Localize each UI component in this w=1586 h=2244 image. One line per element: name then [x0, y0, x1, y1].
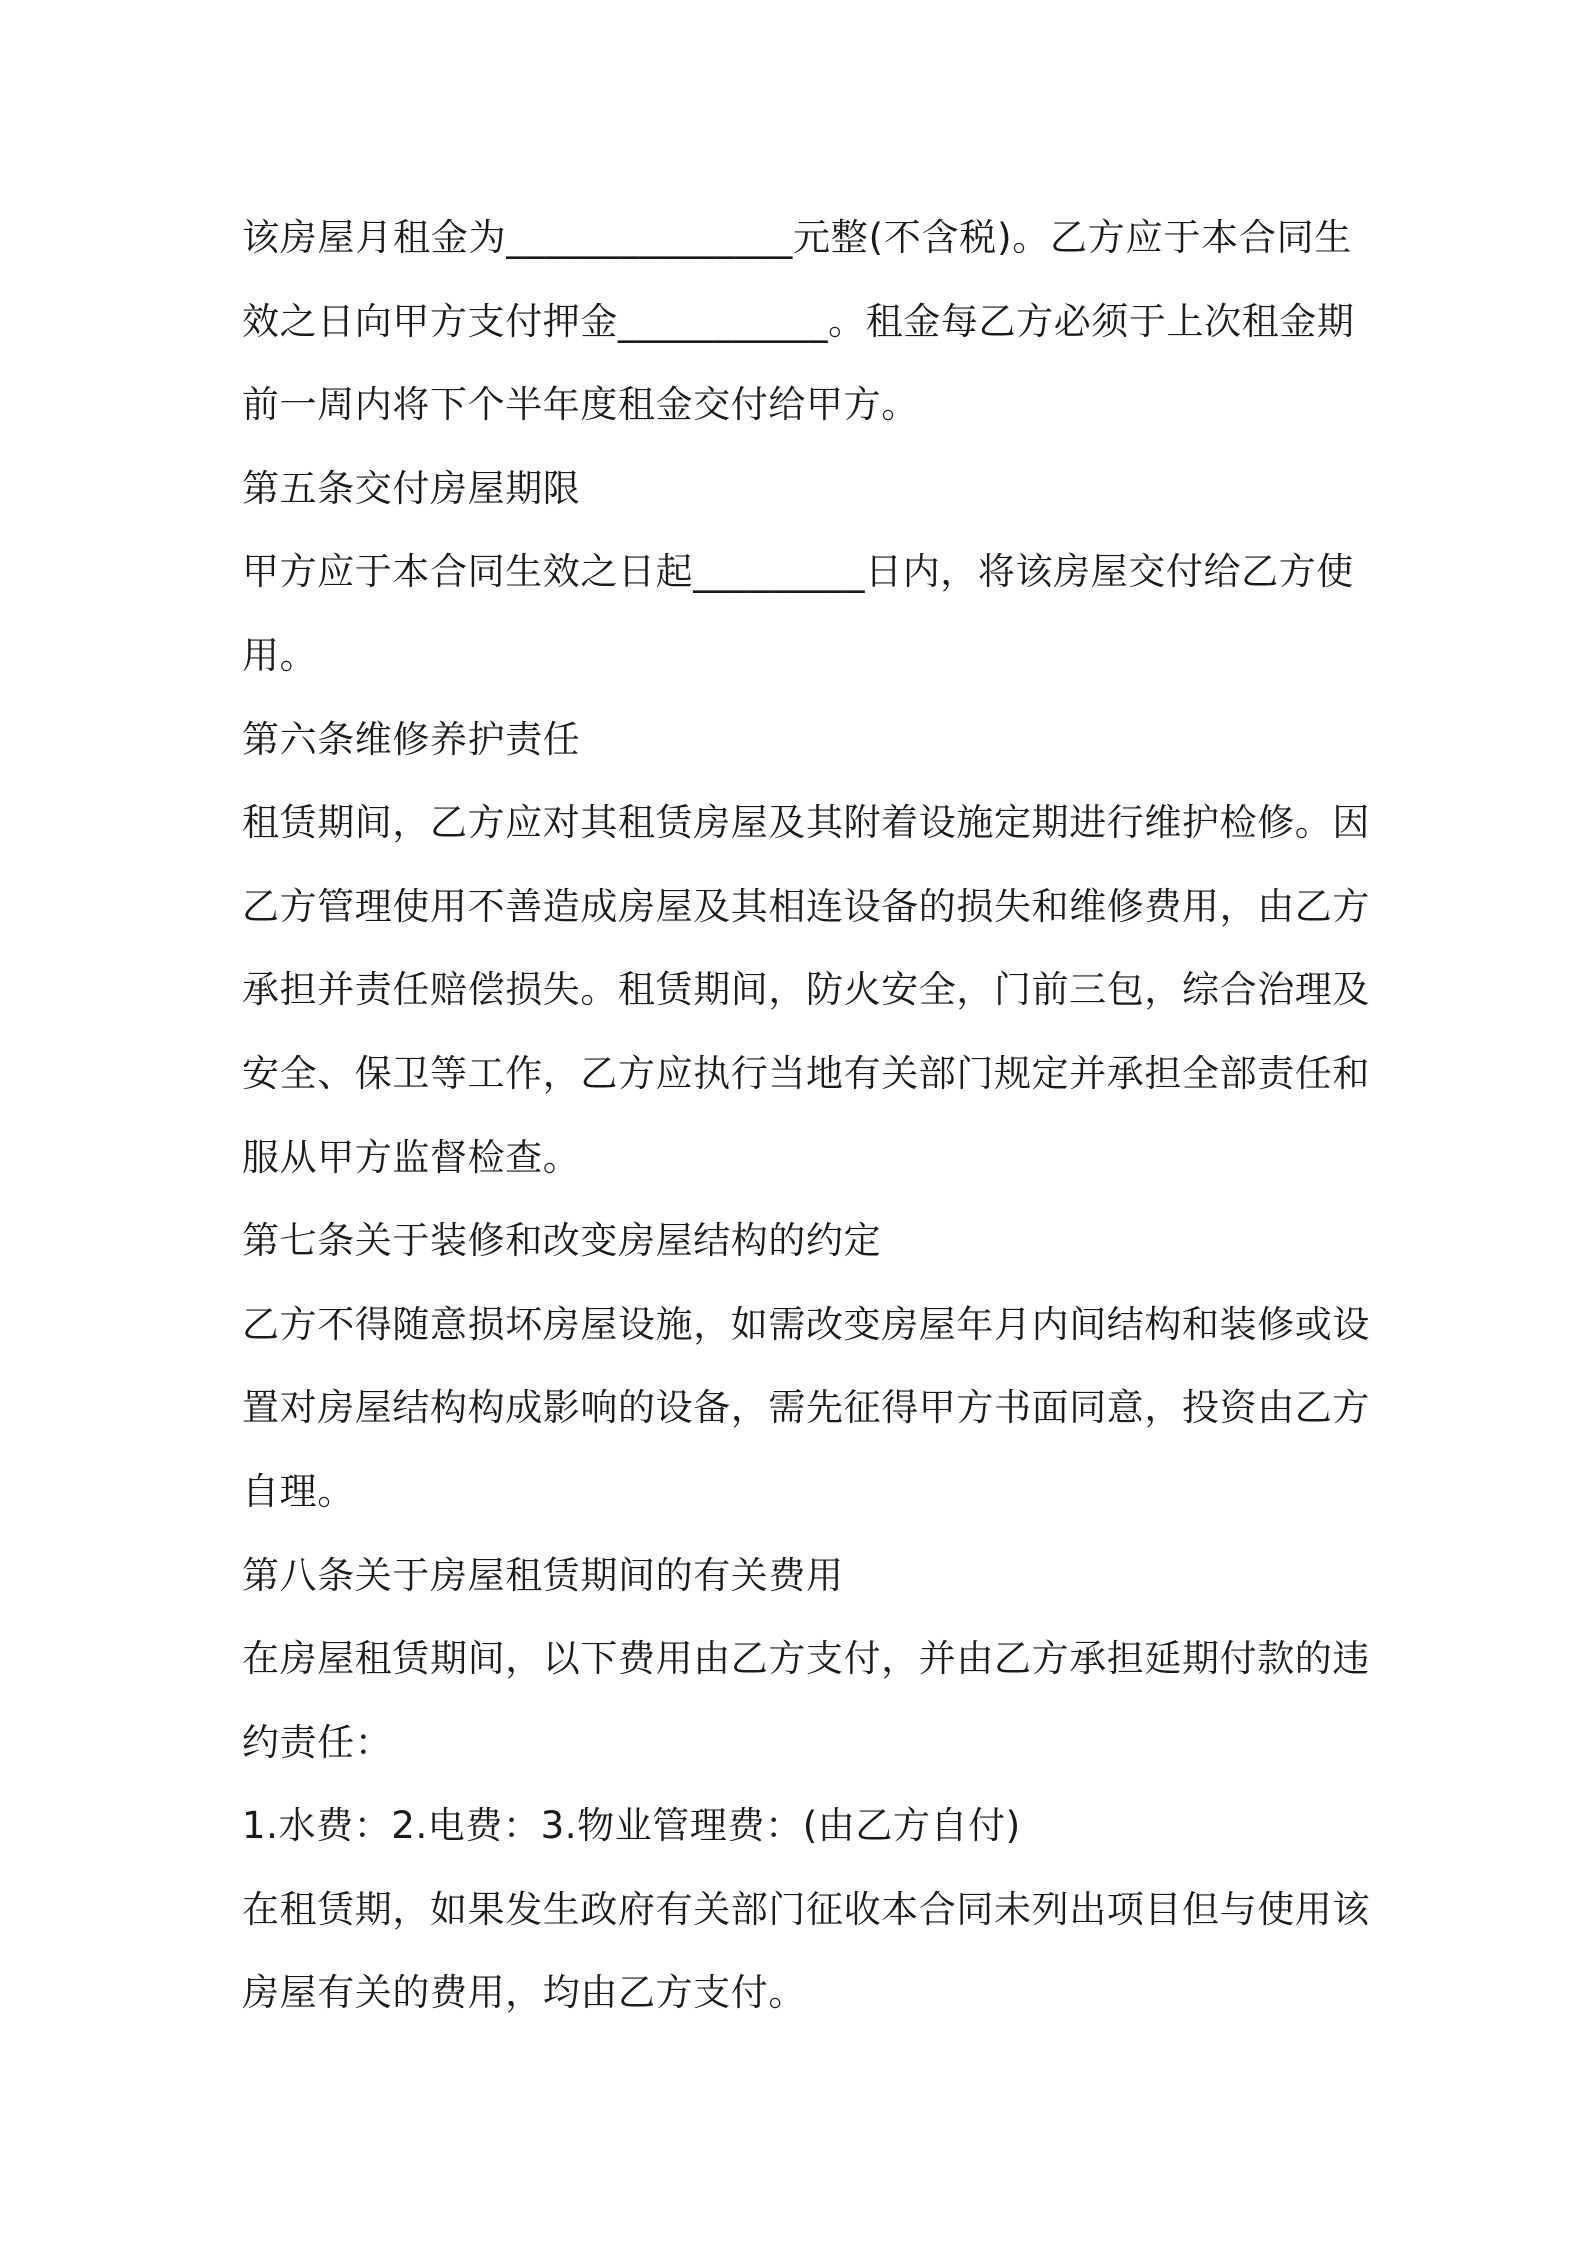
fee-list-line: 1.水费：2.电费：3.物业管理费：(由乙方自付)	[242, 1804, 1021, 1848]
text-line: 该房屋月租金为_______________元整(不含税)。乙方应于本合同生	[242, 216, 1352, 259]
text-line: 在房屋租赁期间，以下费用由乙方支付，并由乙方承担延期付款的违	[242, 1637, 1370, 1681]
text-line: 自理。	[242, 1469, 355, 1513]
text-line: 房屋有关的费用，均由乙方支付。	[242, 1971, 806, 2015]
section-heading-7: 第七条关于装修和改变房屋结构的约定	[242, 1219, 882, 1263]
text-line: 乙方管理使用不善造成房屋及其相连设备的损失和维修费用，由乙方	[242, 884, 1370, 928]
text-line: 甲方应于本合同生效之日起_________日内，将该房屋交付给乙方使	[242, 550, 1354, 594]
text-line: 约责任：	[242, 1720, 393, 1764]
text-line: 效之日向甲方支付押金___________。租金每乙方必须于上次租金期	[242, 299, 1355, 343]
document-body	[242, 196, 1370, 2035]
text-line: 前一周内将下个半年度租金交付给甲方。	[242, 383, 919, 427]
section-heading-5: 第五条交付房屋期限	[242, 466, 581, 510]
section-heading-8: 第八条关于房屋租赁期间的有关费用	[242, 1553, 844, 1597]
text-line: 在租赁期，如果发生政府有关部门征收本合同未列出项目但与使用该	[242, 1887, 1370, 1931]
section-heading-6: 第六条维修养护责任	[242, 717, 581, 761]
text-line: 服从甲方监督检查。	[242, 1135, 581, 1179]
text-line: 租赁期间，乙方应对其租赁房屋及其附着设施定期进行维护检修。因	[242, 801, 1370, 845]
text-line: 乙方不得随意损坏房屋设施，如需改变房屋年月内间结构和装修或设	[242, 1302, 1370, 1346]
text-line: 承担并责任赔偿损失。租赁期间，防火安全，门前三包，综合治理及	[242, 968, 1370, 1012]
text-line: 用。	[242, 633, 318, 677]
text-line: 安全、保卫等工作，乙方应执行当地有关部门规定并承担全部责任和	[242, 1051, 1370, 1095]
text-line: 置对房屋结构构成影响的设备，需先征得甲方书面同意，投资由乙方	[242, 1386, 1370, 1430]
